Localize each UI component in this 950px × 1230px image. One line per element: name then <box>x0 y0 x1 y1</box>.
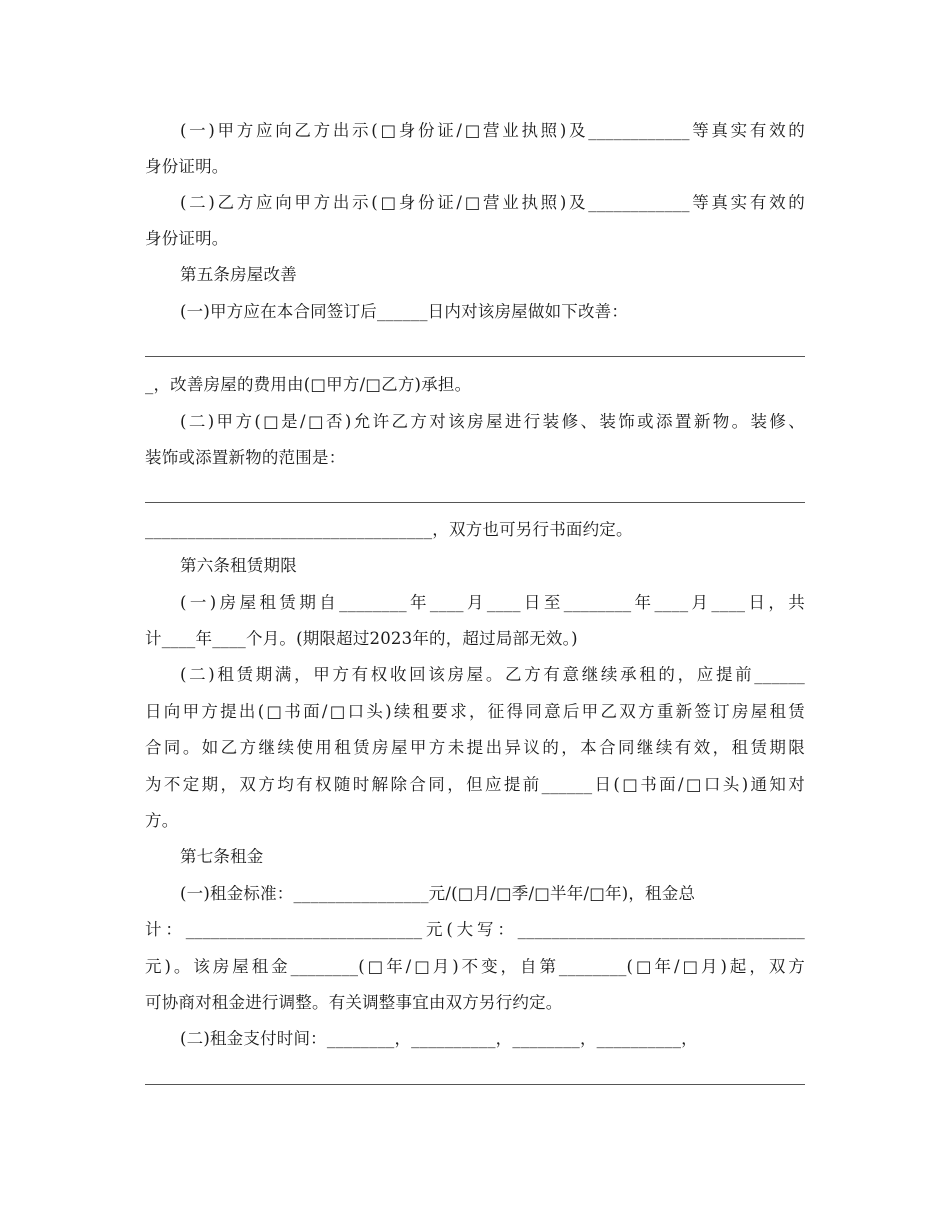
article-7-heading: 第七条租金 <box>180 847 264 866</box>
clause-5-2-line-2: 装饰或添置新物的范围是： <box>145 448 346 467</box>
clause-6-1-line-1: (一)房屋租赁期自________年____月____日至________年____月____日，共 <box>180 593 805 612</box>
clause-5-2-line-3: __________________________________，双方也可另行书面约定。 <box>145 520 633 539</box>
blank-fill-line <box>145 356 805 357</box>
blank-fill-line <box>145 1084 805 1085</box>
clause-6-2-line-5: 方。 <box>145 811 179 830</box>
clause-6-2-line-1: (二)租赁期满，甲方有权收回该房屋。乙方有意继续承租的，应提前______ <box>180 665 805 684</box>
clause-6-2-line-4: 为不定期，双方均有权随时解除合同，但应提前______日(□书面/□口头)通知对 <box>145 775 805 794</box>
clause-7-1-line-4: 可协商对租金进行调整。有关调整事宜由双方另行约定。 <box>145 993 563 1012</box>
clause-7-1-line-3: 元)。该房屋租金________(□年/□月)不变，自第________(□年/□月)起，双方 <box>145 957 805 976</box>
blank-fill-line <box>145 502 805 503</box>
clause-6-2-line-2: 日向甲方提出(□书面/□口头)续租要求，征得同意后甲乙双方重新签订房屋租赁 <box>145 702 805 721</box>
article-6-heading: 第六条租赁期限 <box>180 556 297 575</box>
clause-4-2-line-2: 身份证明。 <box>145 229 229 248</box>
article-5-heading: 第五条房屋改善 <box>180 265 297 284</box>
clause-5-1-line-1: (一)甲方应在本合同签订后______日内对该房屋做如下改善： <box>180 302 629 321</box>
clause-4-2-line-1: (二)乙方应向甲方出示(□身份证/□营业执照)及____________等真实有效的 <box>180 193 805 212</box>
clause-5-1-line-2: _，改善房屋的费用由(□甲方/□乙方)承担。 <box>145 375 472 394</box>
clause-6-2-line-3: 合同。如乙方继续使用租赁房屋甲方未提出异议的，本合同继续有效，租赁期限 <box>145 738 805 757</box>
clause-6-1-line-2: 计____年____个月。(期限超过2023年的，超过局部无效。) <box>145 629 578 648</box>
clause-4-1-line-1: (一)甲方应向乙方出示(□身份证/□营业执照)及____________等真实有效的 <box>180 121 805 140</box>
clause-7-2-line-1: (二)租金支付时间：________，__________，________，__________， <box>180 1029 698 1048</box>
clause-4-1-line-2: 身份证明。 <box>145 157 229 176</box>
clause-7-1-line-2: 计：____________________________元(大写：__________________________________ <box>145 920 805 939</box>
clause-5-2-line-1: (二)甲方(□是/□否)允许乙方对该房屋进行装修、装饰或添置新物。装修、 <box>180 412 805 431</box>
clause-7-1-line-1: (一)租金标准：________________元/(□月/□季/□半年/□年)，租金总 <box>180 884 696 903</box>
